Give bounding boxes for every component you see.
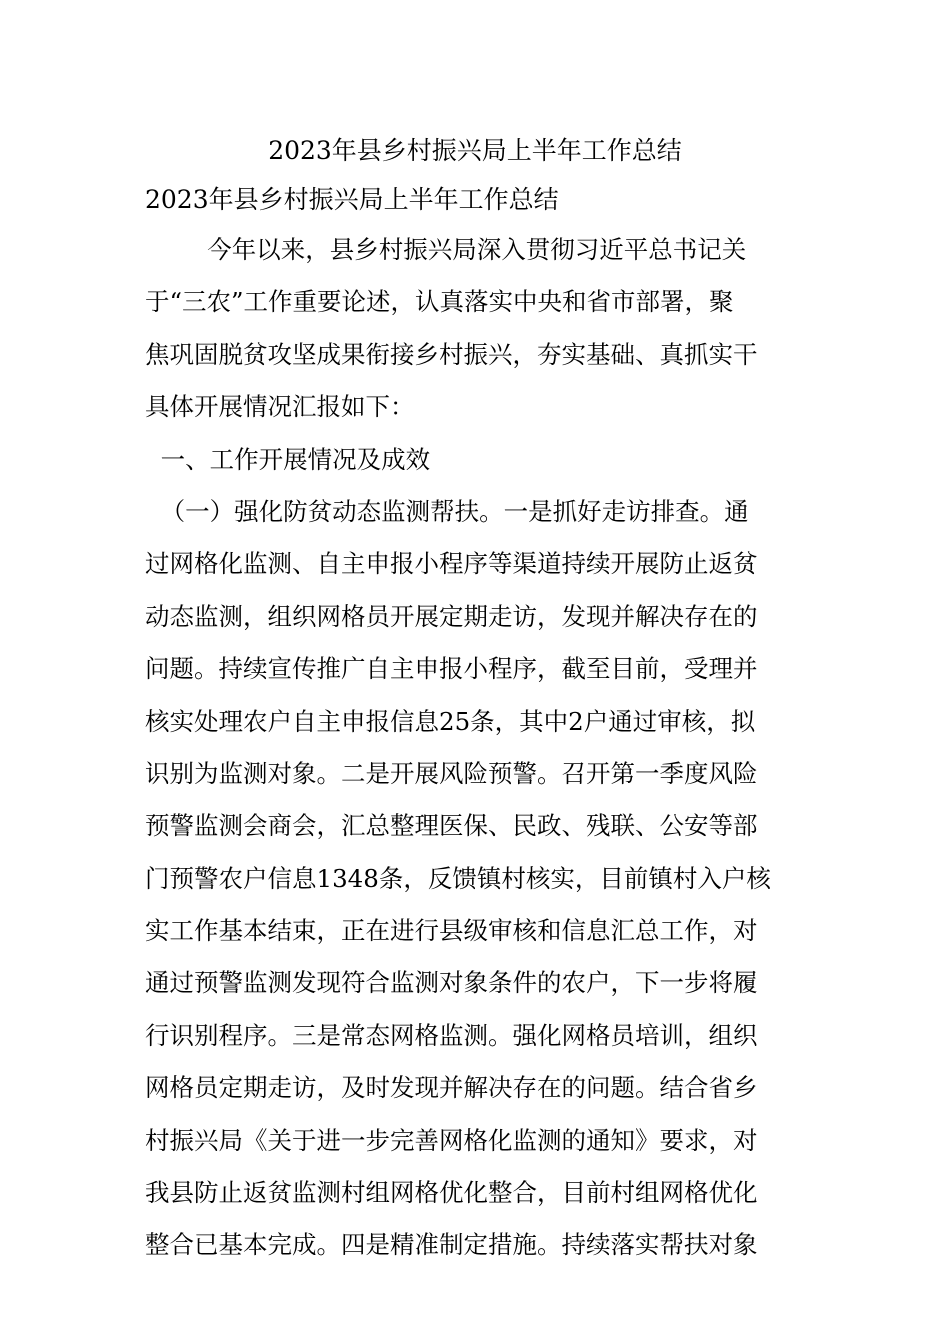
body-line: 实工作基本结束，正在进行县级审核和信息汇总工作，对: [145, 916, 758, 946]
body-line: 核实处理农户自主申报信息25条，其中2户通过审核，拟: [145, 706, 756, 736]
body-line: 过网格化监测、自主申报小程序等渠道持续开展防止返贫: [145, 549, 758, 579]
body-line: 整合已基本完成。四是精准制定措施。持续落实帮扶对象: [145, 1230, 758, 1260]
body-line: （一）强化防贫动态监测帮扶。一是抓好走访排查。通: [145, 496, 749, 526]
body-line: 通过预警监测发现符合监测对象条件的农户，下一步将履: [145, 968, 758, 998]
document-subtitle: 2023年县乡村振兴局上半年工作总结: [145, 185, 559, 214]
body-line: 动态监测，组织网格员开展定期走访，发现并解决存在的: [145, 601, 758, 631]
body-line: 于“三农”工作重要论述，认真落实中央和省市部署，聚: [145, 287, 734, 317]
body-line: 问题。持续宣传推广自主申报小程序，截至目前，受理并: [145, 654, 758, 684]
body-line: 焦巩固脱贫攻坚成果衔接乡村振兴，夯实基础、真抓实干: [145, 339, 758, 369]
body-line: 村振兴局《关于进一步完善网格化监测的通知》要求，对: [145, 1125, 758, 1155]
body-line: 一、工作开展情况及成效: [145, 444, 431, 474]
body-line: 网格员定期走访，及时发现并解决存在的问题。结合省乡: [145, 1073, 758, 1103]
body-line: 预警监测会商会，汇总整理医保、民政、残联、公安等部: [145, 811, 758, 841]
body-line: 我县防止返贫监测村组网格优化整合，目前村组网格优化: [145, 1178, 758, 1208]
body-line: 今年以来，县乡村振兴局深入贯彻习近平总书记关: [145, 235, 747, 264]
body-line: 具体开展情况汇报如下：: [145, 392, 415, 422]
body-line: 门预警农户信息1348条，反馈镇村核实，目前镇村入户核: [145, 863, 771, 893]
body-line: 识别为监测对象。二是开展风险预警。召开第一季度风险: [145, 758, 758, 788]
document-body: [145, 230, 815, 1278]
body-line: 行识别程序。三是常态网格监测。强化网格员培训，组织: [145, 1020, 758, 1050]
document-title: 2023年县乡村振兴局上半年工作总结: [268, 136, 682, 165]
